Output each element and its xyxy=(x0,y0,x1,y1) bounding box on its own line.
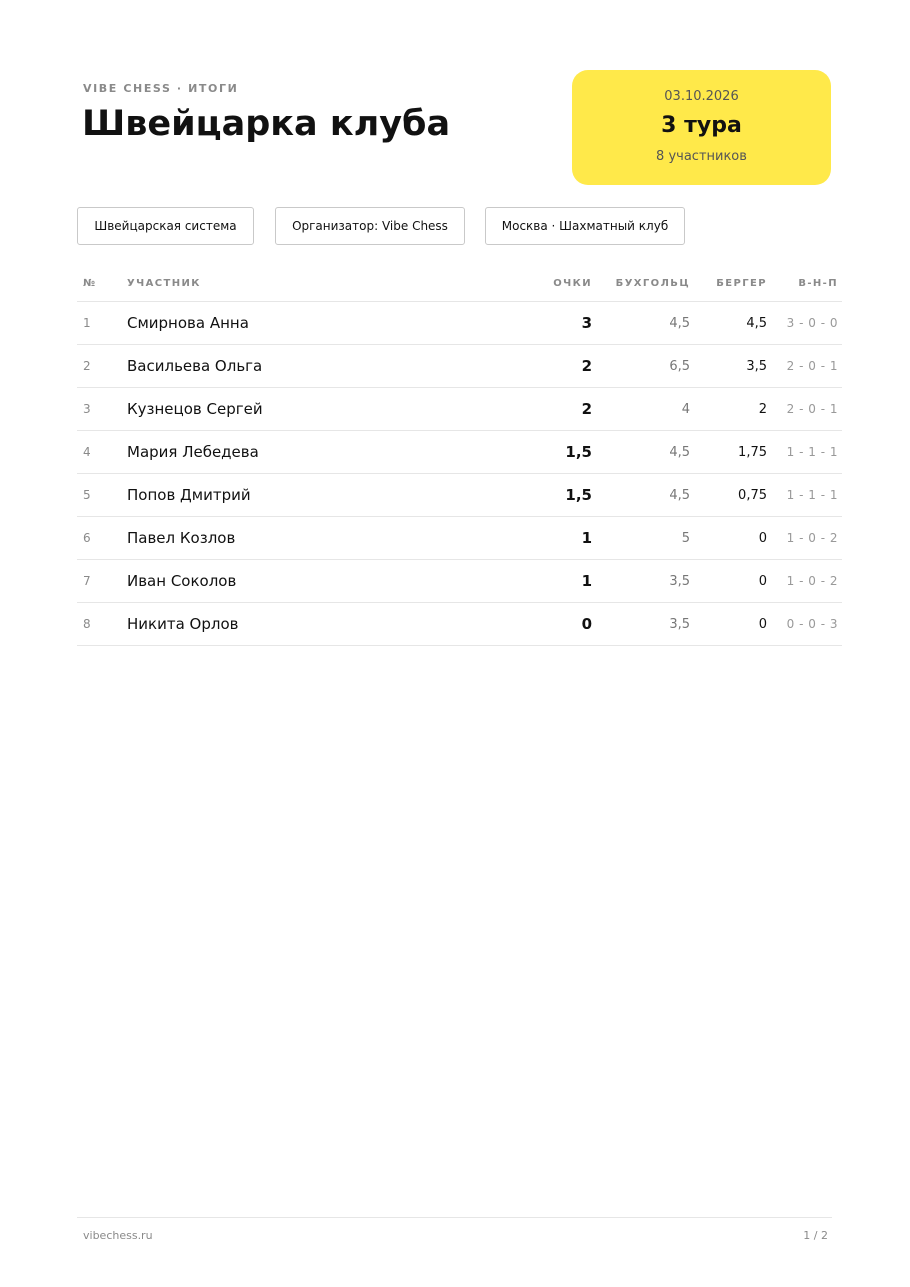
table-row xyxy=(77,603,842,646)
row-name: Павел Козлов xyxy=(127,517,507,560)
table-row xyxy=(77,431,842,474)
page-number: 1 / 2 xyxy=(803,1229,828,1242)
tournament-date: 03.10.2026 xyxy=(664,89,739,104)
row-wdl: 1 - 1 - 1 xyxy=(767,474,842,517)
row-buchholz: 4,5 xyxy=(592,302,690,345)
footer-divider xyxy=(77,1217,832,1218)
row-num: 6 xyxy=(77,517,127,560)
eyebrow-label: VIBE CHESS · ИТОГИ xyxy=(83,82,239,95)
row-points: 2 xyxy=(507,345,592,388)
row-points: 1 xyxy=(507,560,592,603)
row-berger: 0 xyxy=(690,603,767,646)
row-wdl: 2 - 0 - 1 xyxy=(767,345,842,388)
row-buchholz: 4 xyxy=(592,388,690,431)
row-points: 1,5 xyxy=(507,474,592,517)
row-num: 8 xyxy=(77,603,127,646)
table-row xyxy=(77,302,842,345)
row-num: 5 xyxy=(77,474,127,517)
tag-location: Москва · Шахматный клуб xyxy=(485,207,685,245)
row-num: 2 xyxy=(77,345,127,388)
row-berger: 2 xyxy=(690,388,767,431)
table-row xyxy=(77,560,842,603)
header-num: № xyxy=(77,266,127,302)
row-berger: 1,75 xyxy=(690,431,767,474)
row-wdl: 1 - 1 - 1 xyxy=(767,431,842,474)
row-name: Васильева Ольга xyxy=(127,345,507,388)
rounds-count: 3 тура xyxy=(661,113,742,138)
row-name: Смирнова Анна xyxy=(127,302,507,345)
table-header-row xyxy=(77,266,842,302)
row-buchholz: 5 xyxy=(592,517,690,560)
row-buchholz: 3,5 xyxy=(592,603,690,646)
row-berger: 0 xyxy=(690,517,767,560)
results-page xyxy=(77,0,838,1287)
header-participant: УЧАСТНИК xyxy=(127,266,507,302)
header-berger: БЕРГЕР xyxy=(690,266,767,302)
tag-organizer: Организатор: Vibe Chess xyxy=(275,207,465,245)
page-title: Швейцарка клуба xyxy=(82,104,451,144)
row-wdl: 3 - 0 - 0 xyxy=(767,302,842,345)
row-wdl: 1 - 0 - 2 xyxy=(767,517,842,560)
row-berger: 3,5 xyxy=(690,345,767,388)
row-num: 1 xyxy=(77,302,127,345)
row-wdl: 1 - 0 - 2 xyxy=(767,560,842,603)
row-buchholz: 4,5 xyxy=(592,431,690,474)
row-points: 3 xyxy=(507,302,592,345)
row-name: Иван Соколов xyxy=(127,560,507,603)
row-name: Попов Дмитрий xyxy=(127,474,507,517)
header-buchholz: БУХГОЛЬЦ xyxy=(592,266,690,302)
row-buchholz: 4,5 xyxy=(592,474,690,517)
row-name: Никита Орлов xyxy=(127,603,507,646)
row-points: 2 xyxy=(507,388,592,431)
footer-site: vibechess.ru xyxy=(83,1229,153,1242)
header-wdl: В-Н-П xyxy=(767,266,842,302)
tag-system: Швейцарская система xyxy=(77,207,254,245)
row-buchholz: 3,5 xyxy=(592,560,690,603)
row-buchholz: 6,5 xyxy=(592,345,690,388)
table-row xyxy=(77,474,842,517)
row-points: 1,5 xyxy=(507,431,592,474)
table-row xyxy=(77,345,842,388)
row-berger: 4,5 xyxy=(690,302,767,345)
row-wdl: 2 - 0 - 1 xyxy=(767,388,842,431)
row-name: Кузнецов Сергей xyxy=(127,388,507,431)
row-num: 4 xyxy=(77,431,127,474)
row-wdl: 0 - 0 - 3 xyxy=(767,603,842,646)
standings-table xyxy=(77,266,842,646)
participants-count: 8 участников xyxy=(656,149,747,164)
row-berger: 0,75 xyxy=(690,474,767,517)
row-points: 1 xyxy=(507,517,592,560)
table-row xyxy=(77,517,842,560)
header-points: ОЧКИ xyxy=(507,266,592,302)
row-name: Мария Лебедева xyxy=(127,431,507,474)
row-berger: 0 xyxy=(690,560,767,603)
row-num: 7 xyxy=(77,560,127,603)
row-num: 3 xyxy=(77,388,127,431)
tournament-info-card xyxy=(572,70,831,185)
table-row xyxy=(77,388,842,431)
row-points: 0 xyxy=(507,603,592,646)
